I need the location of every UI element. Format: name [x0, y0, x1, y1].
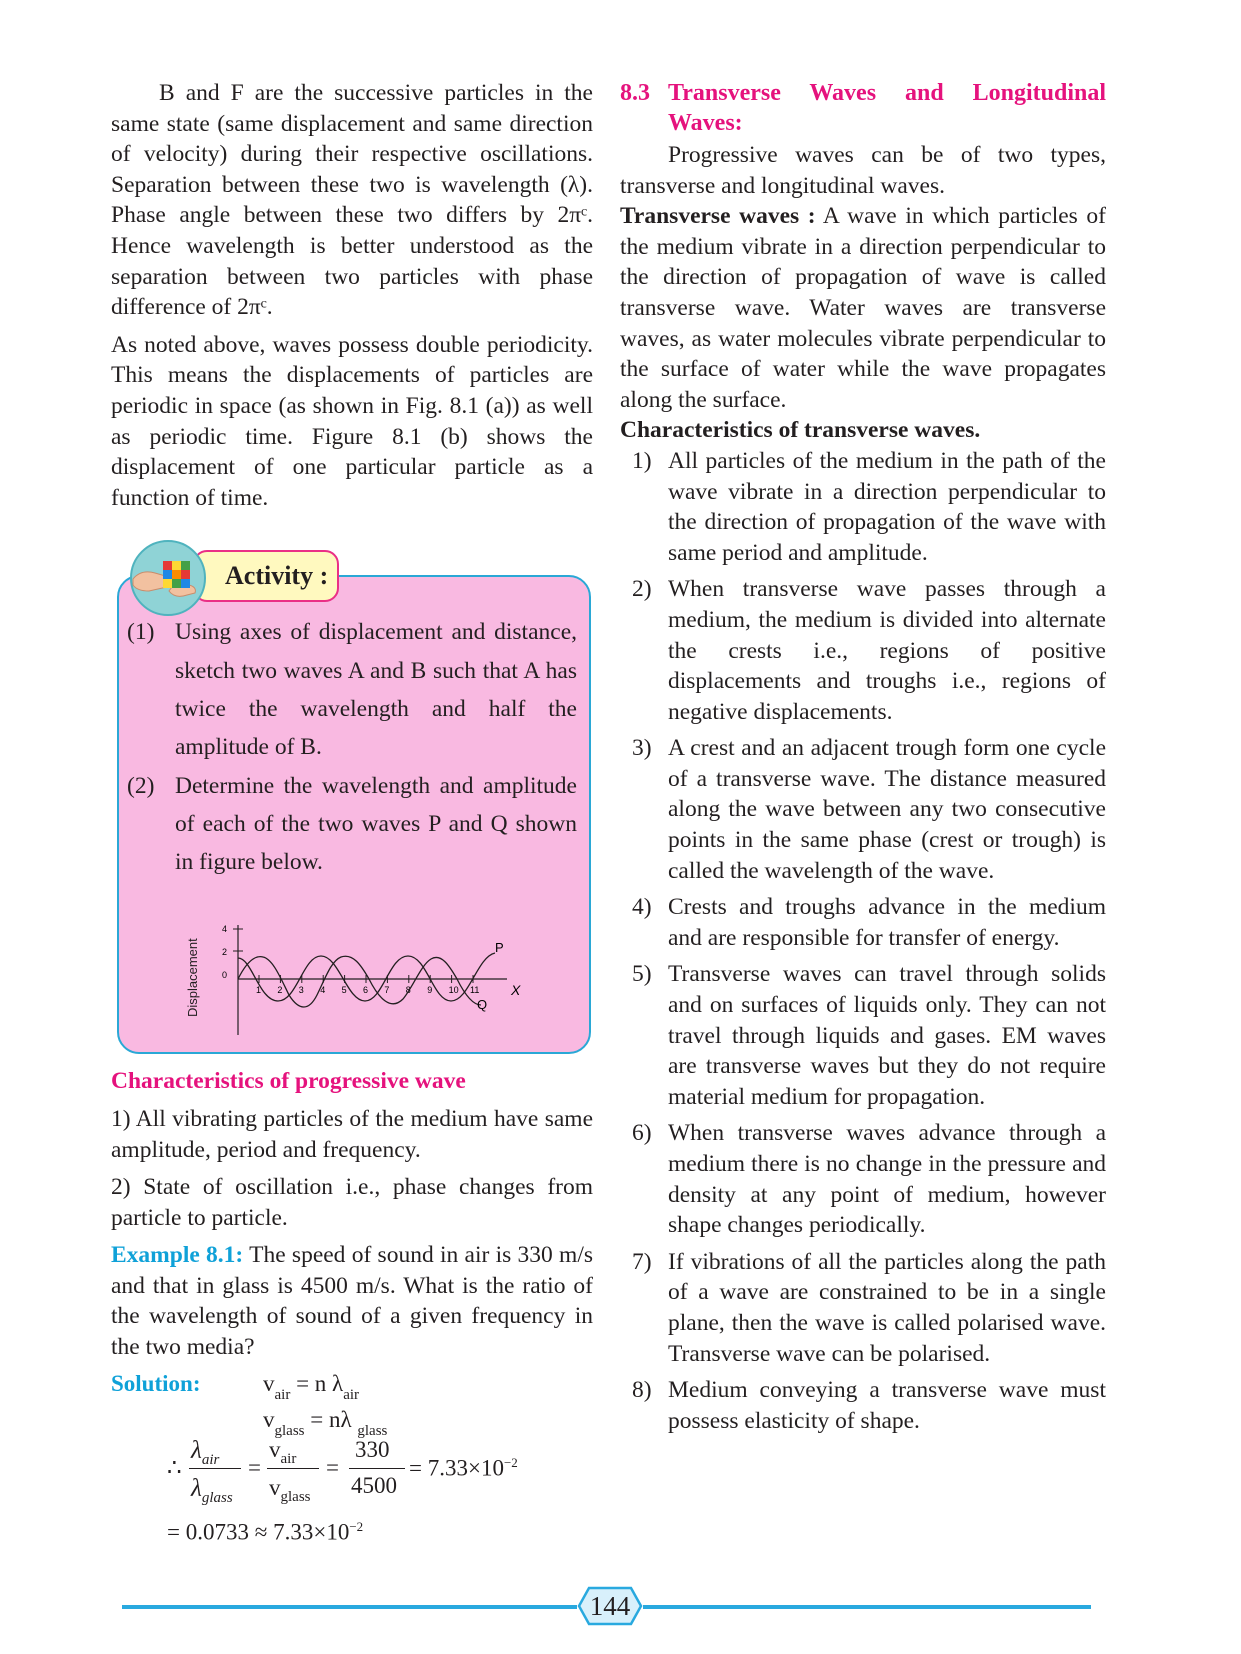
list-item	[620, 1375, 1106, 1436]
list-item	[620, 959, 1106, 1112]
activity-item-text: Determine the wavelength and amplitude of each of the two waves P and Q shown in figure below.	[175, 772, 577, 876]
solution-eq2	[263, 1406, 388, 1439]
list-number: 1)	[632, 447, 652, 474]
transverse-label: Transverse waves :	[620, 203, 816, 230]
eq2-rhs-sub: glass	[357, 1422, 388, 1439]
figure-label-p: P	[495, 940, 504, 956]
figure-xtick-label: 9	[427, 985, 433, 996]
footer-rule-right	[643, 1605, 1091, 1609]
list-text: When transverse wave passes through a medium, the medium is divided into alternate the crests i.e., regions of positive displacements and troughs i.e., regions of negative displacements.	[668, 576, 1106, 725]
figure-ytick: 2	[222, 947, 228, 958]
list-text: A crest and an adjacent trough form one cycle of a transverse wave. The distance measured along the wave between any two consecutive points in the same phase (crest or trough) is called the wavelength of the wave.	[668, 735, 1106, 884]
v-symbol: v	[269, 1436, 281, 1462]
figure-x-label: X	[511, 982, 521, 999]
activity-item-number: (2)	[127, 772, 155, 799]
figure-ytick: 4	[222, 924, 228, 935]
frac3-num: 330	[355, 1436, 390, 1462]
lambda-symbol: λ	[191, 1474, 202, 1502]
frac3-den: 4500	[351, 1472, 397, 1498]
result-value: = 7.33×10	[409, 1455, 504, 1481]
wave-figure	[177, 895, 557, 1035]
progressive-heading: Characteristics of progressive wave	[111, 1068, 466, 1095]
list-item	[620, 1247, 1106, 1369]
activity-item	[127, 767, 577, 882]
equals: =	[248, 1454, 261, 1480]
solution-block	[111, 1371, 593, 1551]
sub-glass: glass	[280, 1488, 311, 1505]
eq1-rhs: = n λ	[296, 1370, 344, 1396]
section-heading	[620, 78, 1106, 138]
left-column	[111, 78, 593, 1551]
figure-label-q: Q	[477, 997, 488, 1013]
ratio-result	[409, 1455, 518, 1482]
solution-label: Solution:	[111, 1370, 201, 1396]
eq1-lhs: v	[263, 1370, 275, 1396]
list-item	[620, 1118, 1106, 1240]
list-item	[620, 446, 1106, 568]
transverse-char-list	[620, 446, 1106, 1436]
page-number: 144	[589, 1591, 631, 1621]
figure-x-ticks	[256, 975, 479, 995]
sub-air: air	[201, 1451, 220, 1468]
list-text: If vibrations of all the particles along the path of a wave are constrained to be in a single plane, then the wave is called polarised wave. Transverse wave can be polarised.	[668, 1248, 1106, 1367]
paragraph-wavelength: B and F are the successive particles in the same state (same displacement and same direction of velocity) during their respective oscillations. Separation between these two is wavelength (λ). Phase angle between these two differs by 2πᶜ. Hence wavelength is better understood as the separation between two particles with phase difference of 2πᶜ.	[111, 80, 593, 321]
figure-ytick: 0	[222, 970, 228, 981]
figure-xtick-label: 1	[256, 985, 262, 996]
frac2-line	[267, 1468, 319, 1469]
figure-xtick-label: 11	[470, 985, 480, 996]
list-number: 2)	[632, 576, 652, 603]
activity-item	[127, 613, 577, 766]
figure-xtick-label: 4	[320, 985, 326, 996]
frac3-line	[349, 1468, 405, 1469]
list-text: Medium conveying a transverse wave must possess elasticity of shape.	[668, 1377, 1106, 1434]
activity-title: Activity :	[193, 550, 339, 602]
result-exponent: −2	[503, 1454, 518, 1470]
activity-box	[111, 535, 593, 1062]
eq1-lhs-sub: air	[274, 1386, 291, 1403]
final-result	[167, 1519, 363, 1546]
list-number: 8)	[632, 1377, 652, 1404]
list-text: All particles of the medium in the path of the wave vibrate in a direction perpendicular to the direction of propagation of the wave with same period and amplitude.	[668, 447, 1106, 566]
list-text: When transverse waves advance through a medium there is no change in the pressure and density at any point of medium, however shape changes periodically.	[668, 1120, 1106, 1239]
figure-xtick-label: 8	[405, 985, 411, 996]
right-column	[620, 78, 1106, 1436]
example-paragraph	[111, 1240, 593, 1362]
solution-eq1	[263, 1370, 360, 1403]
sub-air: air	[280, 1450, 297, 1467]
example-text: The speed of sound in air is 330 m/s and that in glass is 4500 m/s. What is the ratio of the wavelength of sound of a given frequency in the two media?	[111, 1242, 594, 1361]
frac2-den	[269, 1474, 311, 1505]
frac1-line	[189, 1468, 241, 1469]
list-text: Transverse waves can travel through solids and on surfaces of liquids only. They can not travel through liquids and gases. EM waves are transverse waves but they do not require material medium for propagation.	[668, 961, 1106, 1110]
frac1-den	[191, 1474, 233, 1506]
transverse-definition	[620, 201, 1106, 415]
activity-item-text: Using axes of displacement and distance, sketch two waves A and B such that A has twice the wavelength and half the amplitude of B.	[175, 619, 577, 761]
transverse-text: A wave in which particles of the medium vibrate in a direction perpendicular to the direction of propagation of wave is called transverse wave. Water waves are transverse waves, as water molecules vibrate perpendicular to the surface of water while the wave propagates along the surface.	[620, 203, 1106, 413]
eq1-rhs-sub: air	[343, 1386, 360, 1403]
list-item	[620, 733, 1106, 886]
frac2-num	[269, 1436, 297, 1467]
list-number: 4)	[632, 894, 652, 921]
activity-item-number: (1)	[127, 619, 155, 646]
list-item	[620, 574, 1106, 727]
eq2-lhs: v	[263, 1406, 275, 1432]
sub-glass: glass	[201, 1489, 233, 1506]
figure-xtick-label: 2	[277, 985, 283, 996]
progressive-char-1: 1) All vibrating particles of the medium have same amplitude, period and frequency.	[111, 1105, 593, 1163]
list-number: 5)	[632, 961, 652, 988]
figure-ylabel: Displacement	[185, 938, 200, 1018]
figure-xtick-label: 10	[448, 985, 459, 996]
activity-list	[127, 613, 577, 881]
lambda-symbol: λ	[191, 1436, 202, 1464]
list-item	[620, 892, 1106, 953]
therefore-symbol: ∴	[167, 1454, 182, 1480]
figure-xtick-label: 6	[363, 985, 369, 996]
eq2-lhs-sub: glass	[274, 1422, 305, 1439]
frac1-num	[191, 1436, 220, 1468]
list-number: 7)	[632, 1248, 652, 1275]
eq2-rhs: = nλ	[310, 1406, 352, 1432]
example-label: Example 8.1:	[111, 1242, 244, 1269]
figure-xtick-label: 7	[384, 985, 390, 996]
paragraph-double-periodicity: As noted above, waves possess double periodicity. This means the displacements of particles are periodic in space (as shown in Fig. 8.1 (a)) as well as periodic time. Figure 8.1 (b) shows the displacement of one particular particle as a function of time.	[111, 331, 593, 511]
intro-paragraph: Progressive waves can be of two types, transverse and longitudinal waves.	[620, 142, 1106, 199]
list-number: 3)	[632, 735, 652, 762]
list-text: Crests and troughs advance in the medium and are responsible for transfer of energy.	[668, 894, 1106, 951]
equals: =	[326, 1454, 339, 1480]
v-symbol: v	[269, 1474, 281, 1500]
figure-xtick-label: 3	[298, 985, 304, 996]
section-number: 8.3	[620, 80, 650, 106]
final-value: = 0.0733 ≈ 7.33×10	[167, 1519, 350, 1545]
progressive-char-2: 2) State of oscillation i.e., phase changes from particle to particle.	[111, 1174, 593, 1231]
final-exponent: −2	[349, 1518, 364, 1534]
section-title: Transverse Waves and Longitudinal Waves:	[668, 80, 1106, 136]
figure-xtick-label: 5	[341, 985, 347, 996]
activity-hands-icon	[129, 539, 207, 617]
footer-rule-left	[122, 1605, 577, 1609]
list-number: 6)	[632, 1120, 652, 1147]
transverse-char-heading: Characteristics of transverse waves.	[620, 417, 981, 444]
